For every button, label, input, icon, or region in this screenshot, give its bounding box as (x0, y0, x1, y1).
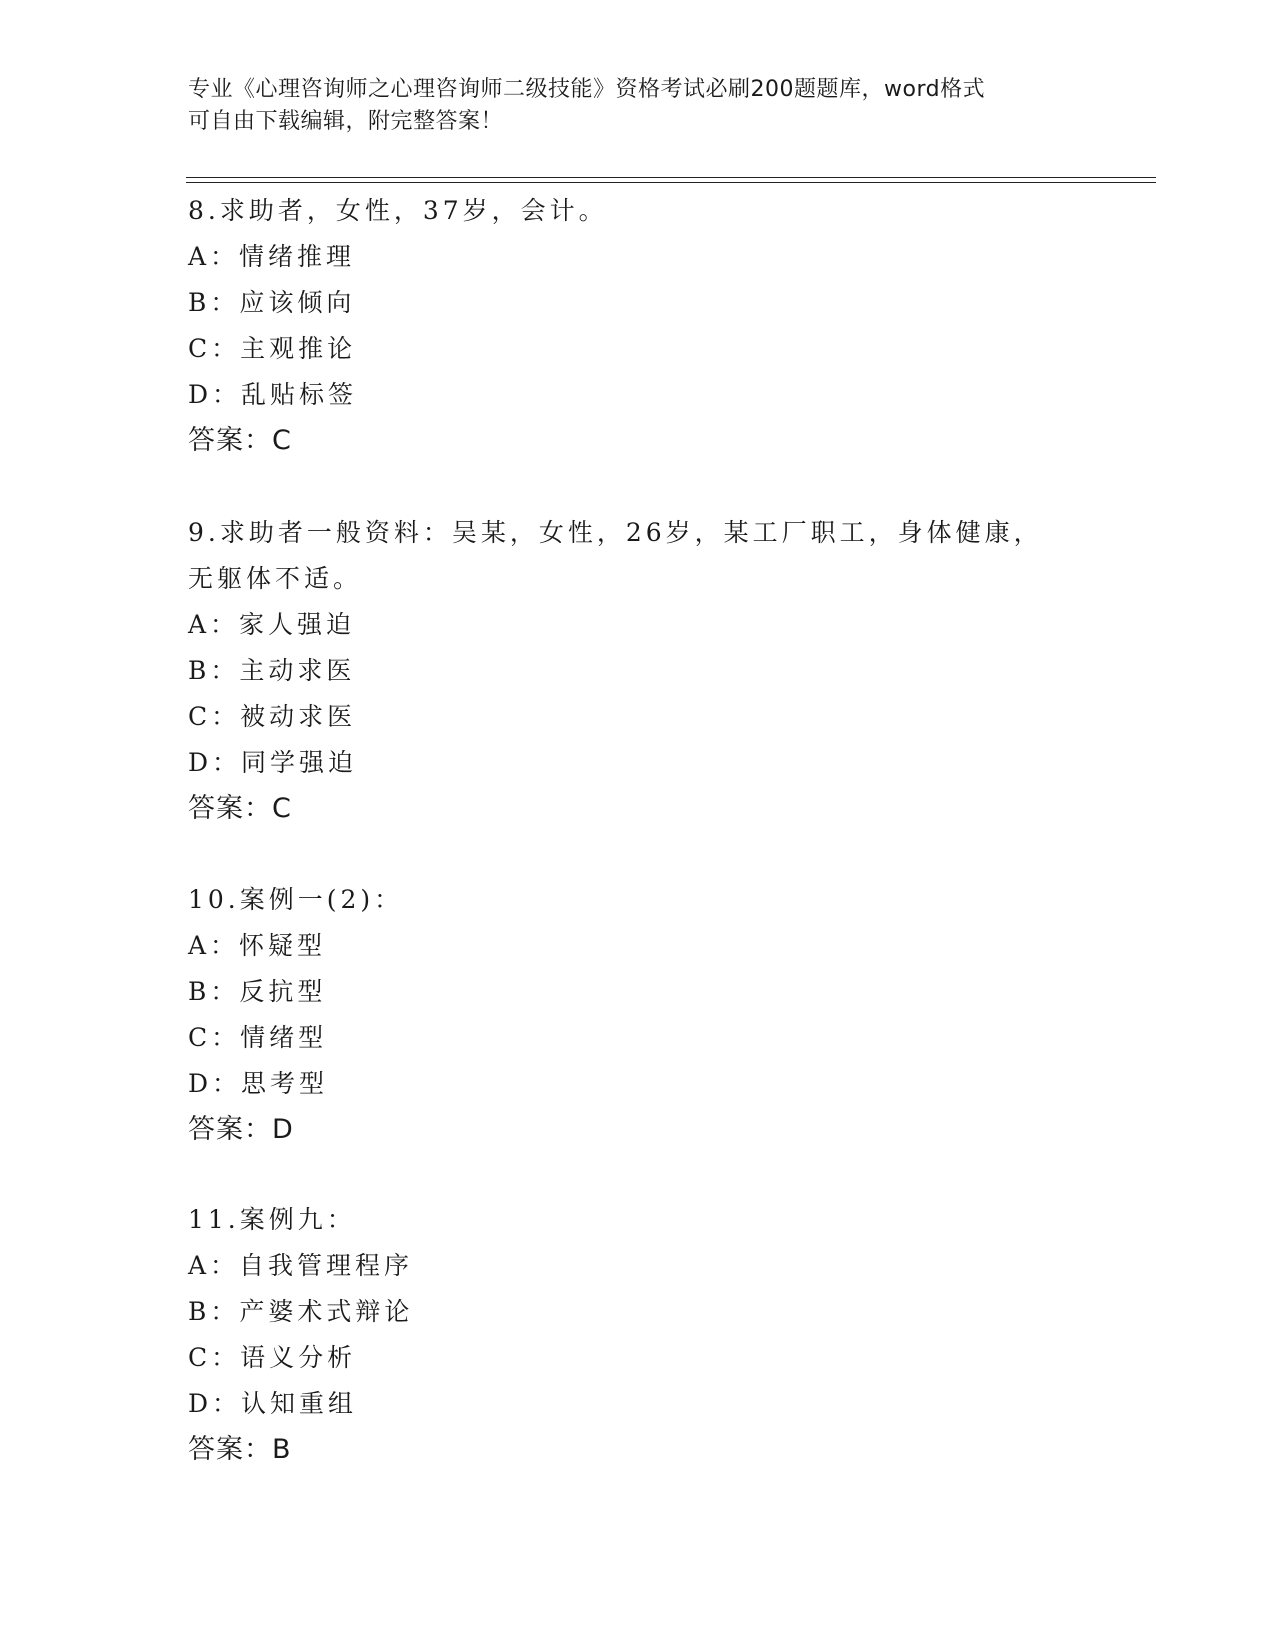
question-10 (188, 877, 1068, 1153)
option-b: B：应该倾向 (188, 288, 356, 317)
question-8 (188, 188, 1068, 464)
document-header (188, 74, 1068, 138)
header-divider-top (186, 177, 1156, 178)
option-b: B：产婆术式辩论 (188, 1297, 414, 1326)
question-stem: 8.求助者，女性，37岁，会计。 (188, 196, 608, 225)
option-b: B：反抗型 (188, 977, 327, 1006)
option-c: C：情绪型 (188, 1023, 328, 1052)
option-a: A：自我管理程序 (188, 1251, 414, 1280)
option-d: D：乱贴标签 (188, 380, 358, 409)
option-c: C：主观推论 (188, 334, 357, 363)
question-11 (188, 1197, 1068, 1473)
answer: 答案：B (188, 1434, 292, 1465)
option-d: D：认知重组 (188, 1389, 358, 1418)
option-a: A：家人强迫 (188, 610, 356, 639)
option-a: A：怀疑型 (188, 931, 327, 960)
option-b: B：主动求医 (188, 656, 356, 685)
option-c: C：语义分析 (188, 1343, 357, 1372)
answer: 答案：C (188, 425, 292, 456)
header-line-1: 专业《心理咨询师之心理咨询师二级技能》资格考试必刷200题题库，word格式 (188, 77, 986, 102)
option-c: C：被动求医 (188, 702, 357, 731)
question-stem: 10.案例一(2)： (188, 885, 404, 914)
answer: 答案：D (188, 1114, 294, 1145)
header-divider-bottom (186, 182, 1156, 183)
question-9 (188, 510, 1068, 832)
header-line-2: 可自由下载编辑，附完整答案！ (188, 109, 504, 134)
option-d: D：思考型 (188, 1069, 329, 1098)
question-stem: 9.求助者一般资料：吴某，女性，26岁，某工厂职工，身体健康，无躯体不适。 (188, 518, 1043, 593)
option-a: A：情绪推理 (188, 242, 356, 271)
question-stem: 11.案例九： (188, 1205, 356, 1234)
answer: 答案：C (188, 793, 292, 824)
option-d: D：同学强迫 (188, 748, 358, 777)
